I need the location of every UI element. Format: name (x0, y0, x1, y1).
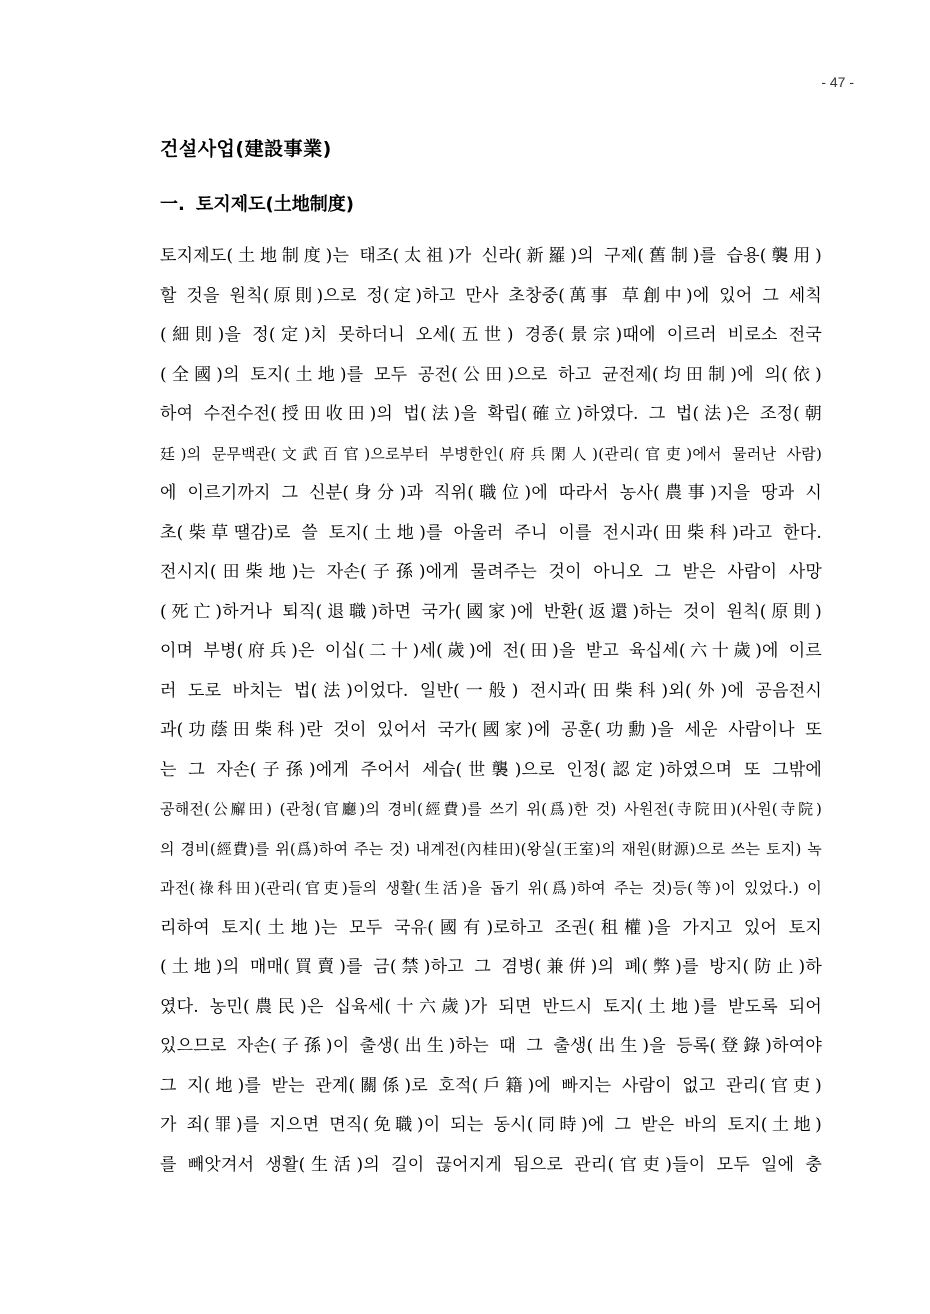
text-line: 廷)의 문무백관(文武百官)으로부터 부병한인(府兵閑人)(관리(官吏)에서 물러난 사람) (160, 444, 822, 463)
text-line: 공해전(公廨田) (관청(官廳)의 경비(經費)를 쓰기 위(爲)한 것) 사원전(寺院田)(사원(寺院) (160, 800, 822, 818)
text-line: 에 이르기까지 그 신분(身分)과 직위(職位)에 따라서 농사(農事)지을 땅과 시 (160, 483, 822, 503)
body-text (160, 241, 822, 1189)
text-line: 과전(祿科田)(관리(官吏)들의 생활(生活)을 돕기 위(爲)하여 주는 것)등(等)이 있었다.) 이 (160, 879, 822, 897)
text-line: 를 빼앗겨서 생활(生活)의 길이 끊어지게 됨으로 관리(官吏)들이 모두 일에 충 (160, 1154, 822, 1175)
text-line: 는 그 자손(子孫)에게 주어서 세습(世襲)으로 인정(認定)하였으며 또 그밖에 (160, 759, 822, 780)
page-number: - 47 - (821, 74, 854, 90)
text-line: (細則)을 정(定)치 못하더니 오세(五世) 경종(景宗)때에 이르러 비로소 전국 (160, 325, 822, 345)
text-line: 할 것을 원칙(原則)으로 정(定)하고 만사 초창중(萬事 草創中)에 있어 그 세칙 (160, 285, 822, 306)
text-line: 초(柴草땔감)로 쓸 토지(土地)를 아울러 주니 이를 전시과(田柴科)라고 한다. (160, 522, 822, 543)
text-line: 하여 수전수전(授田收田)의 법(法)을 확립(確立)하였다. 그 법(法)은 조정(朝 (160, 404, 822, 424)
section-title: 토지제도(土地制度) (196, 194, 355, 215)
text-line: 전시지(田柴地)는 자손(子孫)에게 물려주는 것이 아니오 그 받은 사람이 사망 (160, 562, 822, 582)
section-number: 一. (160, 194, 185, 215)
text-line: 의 경비(經費)를 위(爲)하여 주는 것) 내계전(內桂田)(왕실(王室)의 재원(財源)으로 쓰는 토지) 녹 (160, 839, 822, 858)
chapter-title: 건설사업(建設事業) (160, 138, 332, 160)
text-line: 러 도로 바치는 법(法)이었다. 일반(一般) 전시과(田柴科)외(外)에 공음전시 (160, 680, 822, 701)
text-line: 였다. 농민(農民)은 십육세(十六歲)가 되면 반드시 토지(土地)를 받도록 되어 (160, 996, 822, 1017)
text-line: (死亡)하거나 퇴직(退職)하면 국가(國家)에 반환(返還)하는 것이 원칙(原則) (160, 601, 822, 622)
text-line: (土地)의 매매(買賣)를 금(禁)하고 그 겸병(兼倂)의 폐(弊)를 방지(防止)하 (160, 957, 822, 977)
text-line: 그 지(地)를 받는 관계(關係)로 호적(戶籍)에 빠지는 사람이 없고 관리(官吏) (160, 1075, 822, 1096)
text-line: 과(功蔭田柴科)란 것이 있어서 국가(國家)에 공훈(功勳)을 세운 사람이나 또 (160, 720, 822, 740)
text-line: 토지제도(土地制度)는 태조(太祖)가 신라(新羅)의 구제(舊制)를 습용(襲用) (160, 246, 822, 266)
text-line: 리하여 토지(土地)는 모두 국유(國有)로하고 조권(租權)을 가지고 있어 토지 (160, 917, 822, 938)
text-line: (全國)의 토지(土地)를 모두 공전(公田)으로 하고 균전제(均田制)에 의(依) (160, 364, 822, 385)
section-heading (160, 190, 354, 216)
text-line: 이며 부병(府兵)은 이십(二十)세(歲)에 전(田)을 받고 육십세(六十歲)에 이르 (160, 641, 822, 661)
text-line: 가 죄(罪)를 지으면 면직(免職)이 되는 동시(同時)에 그 받은 바의 토지(土地) (160, 1115, 822, 1135)
text-line: 있으므로 자손(子孫)이 출생(出生)하는 때 그 출생(出生)을 등록(登錄)하여야 (160, 1036, 822, 1056)
